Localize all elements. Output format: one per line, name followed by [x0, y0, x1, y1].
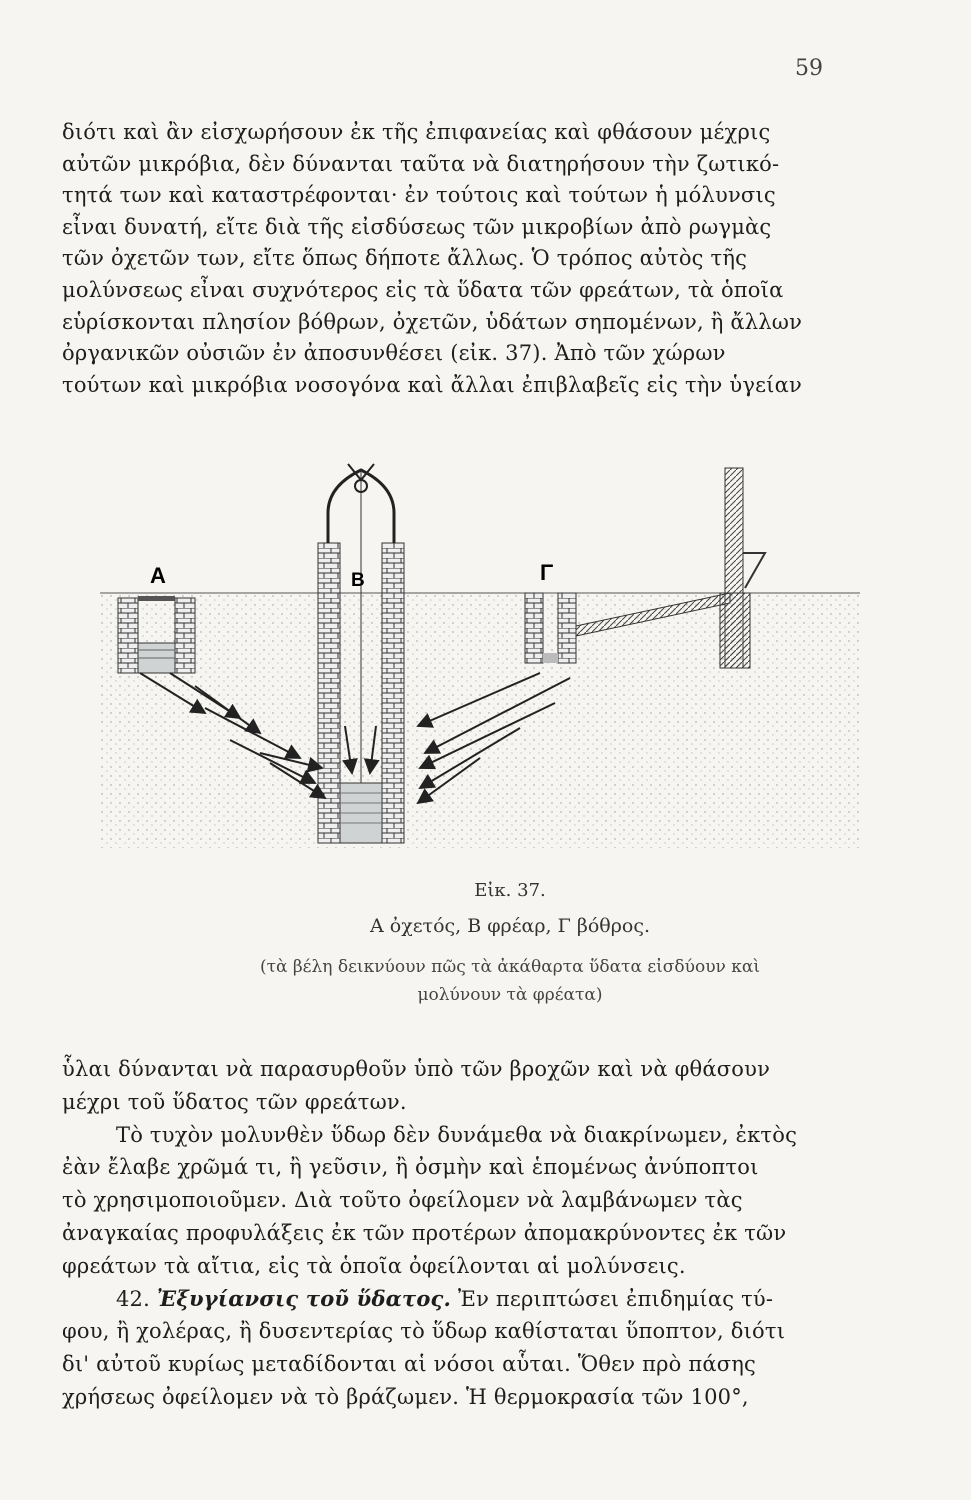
text-line: τῶν ὀχετῶν των, εἴτε ὅπως δήποτε ἄλλως. Ὁ τρόπος αὐτὸς τῆς	[62, 246, 748, 271]
text-line: χρήσεως ὀφείλομεν νὰ τὸ βράζωμεν. Ἡ θερμοκρασία τῶν 100°,	[62, 1384, 749, 1409]
well-contamination-figure	[100, 458, 860, 850]
text-line: ἐὰν ἔλαβε χρῶμά τι, ἢ γεῦσιν, ἢ ὀσμὴν καὶ ἑπομένως ἀνύποπτοι	[62, 1155, 759, 1180]
text-line: δι' αὐτοῦ κυρίως μεταδίδονται αἱ νόσοι αὗται. Ὅθεν πρὸ πάσης	[62, 1352, 757, 1377]
figure-caption-legend: Α ὀχετός, Β φρέαρ, Γ βόθρος.	[370, 915, 650, 937]
label-a: Α	[150, 563, 166, 588]
text-line: φρεάτων τὰ αἴτια, εἰς τὰ ὁποῖα ὀφείλονται αἱ μολύνσεις.	[62, 1253, 686, 1278]
figure-caption-note: (τὰ βέλη δεικνύουν πῶς τὰ ἀκάθαρτα ὕδατα εἰσδύουν καὶ	[259, 957, 761, 977]
text-line: τὸ χρησιμοποιοῦμεν. Διὰ τοῦτο ὀφείλομεν νὰ λαμβάνωμεν τὰς	[62, 1188, 743, 1213]
label-b: Β	[351, 570, 365, 591]
text-line: τούτων καὶ μικρόβια νοσογόνα καὶ ἄλλαι ἐπιβλαβεῖς εἰς τὴν ὑγείαν	[62, 372, 802, 397]
text-line: ἀναγκαίας προφυλάξεις ἐκ τῶν προτέρων ἀπομακρύνοντες ἐκ τῶν	[62, 1220, 787, 1245]
section-first-line: Ἐν περιπτώσει ἐπιδημίας τύ-	[457, 1286, 774, 1311]
text-line: μέχρι τοῦ ὕδατος τῶν φρεάτων.	[62, 1089, 407, 1114]
text-line: ὀργανικῶν οὐσιῶν ἐν ἀποσυνθέσει (εἰκ. 37). Ἀπὸ τῶν χώρων	[62, 341, 726, 366]
text-line: ὗλαι δύνανται νὰ παρασυρθοῦν ὑπὸ τῶν βροχῶν καὶ νὰ φθάσουν	[62, 1057, 771, 1081]
top-paragraph	[62, 117, 844, 401]
text-line: φου, ἢ χολέρας, ἢ δυσεντερίας τὸ ὕδωρ καθίσταται ὕποπτον, διότι	[62, 1319, 786, 1344]
figure-caption-label: Εἰκ. 37.	[474, 880, 546, 901]
text-line: διότι καὶ ἂν εἰσχωρήσουν ἐκ τῆς ἐπιφανείας καὶ φθάσουν μέχρις	[62, 120, 771, 144]
text-line: αὐτῶν μικρόβια, δὲν δύνανται ταῦτα νὰ διατηρήσουν τὴν ζωτικό-	[62, 151, 780, 176]
well-b	[318, 464, 404, 843]
section-heading: Ἐξυγίανσις τοῦ ὕδατος.	[156, 1285, 452, 1311]
page-number: 59	[795, 56, 823, 81]
bottom-paragraphs	[62, 1053, 844, 1414]
section-number: 42.	[116, 1286, 150, 1311]
text-line: τητά των καὶ καταστρέφονται· ἐν τούτοις καὶ τούτων ἡ μόλυνσις	[62, 183, 776, 208]
section-heading-line	[62, 1283, 844, 1316]
text-line: Τὸ τυχὸν μολυνθὲν ὕδωρ δὲν δυνάμεθα νὰ διακρίνωμεν, ἐκτὸς	[116, 1122, 798, 1147]
text-line: μολύνσεως εἶναι συχνότερος εἰς τὰ ὕδατα τῶν φρεάτων, τὰ ὁποῖα	[62, 277, 784, 302]
text-line: εὑρίσκονται πλησίον βόθρων, ὀχετῶν, ὑδάτων σηπομένων, ἢ ἄλλων	[62, 309, 803, 334]
label-g: Γ	[540, 560, 554, 585]
text-line: εἶναι δυνατή, εἴτε διὰ τῆς εἰσδύσεως τῶν μικροβίων ἀπὸ ρωγμὰς	[62, 214, 772, 239]
figure-caption-note: μολύνουν τὰ φρέατα)	[417, 985, 603, 1005]
